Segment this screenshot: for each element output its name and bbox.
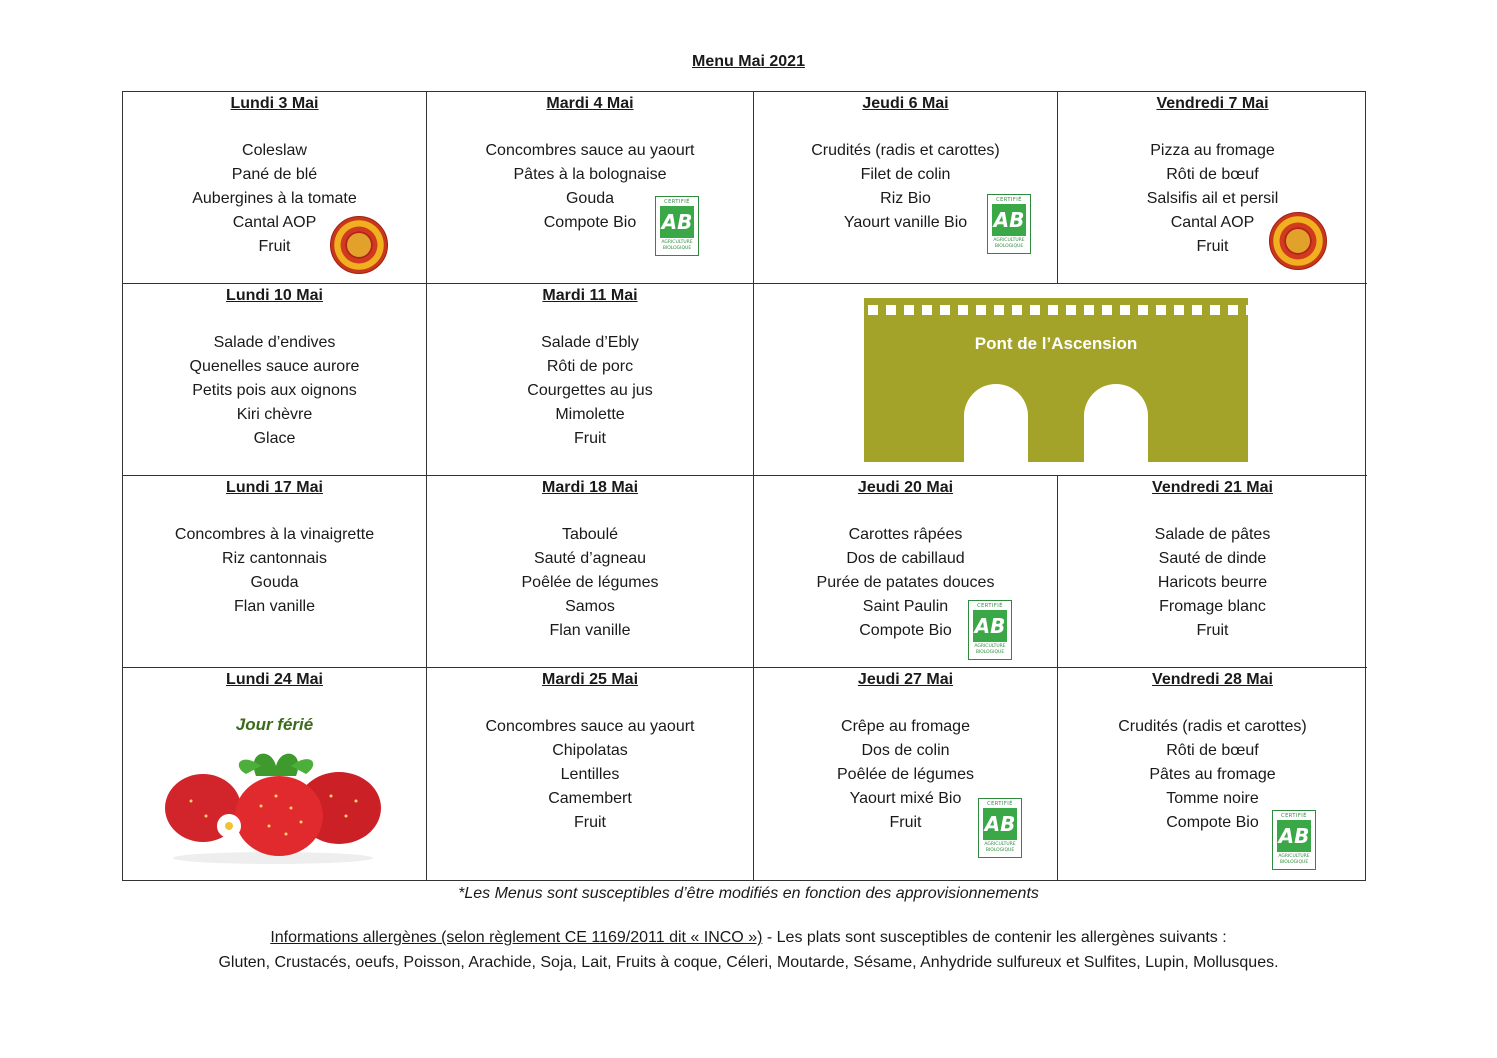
menu-item: Salade d’Ebly [541,334,639,351]
allergen-intro: - Les plats sont susceptibles de contenir les allergènes suivants : [762,929,1227,946]
bridge-cell [754,284,1367,476]
menu-item: Riz Bio [880,190,931,207]
aop-label-icon [1269,212,1327,270]
menu-cell [123,284,427,476]
menu-grid [122,91,1366,881]
menu-item: Crudités (radis et carottes) [811,142,1000,159]
menu-cell [754,92,1058,284]
menu-item: Fromage blanc [1159,598,1266,615]
day-heading: Lundi 17 Mai [226,479,323,496]
footnote: *Les Menus sont susceptibles d’être modifiés en fonction des approvisionnements [458,885,1039,902]
menu-item: Rôti de bœuf [1166,742,1259,759]
menu-cell [754,668,1058,881]
menu-item: Haricots beurre [1157,574,1268,591]
menu-item: Concombres sauce au yaourt [485,142,695,159]
page-title: Menu Mai 2021 [692,53,805,70]
menu-items [1058,715,1367,835]
menu-item: Carottes râpées [848,526,963,543]
day-heading: Mardi 25 Mai [541,671,639,688]
day-heading: Vendredi 21 Mai [1152,479,1273,496]
day-heading: Mardi 18 Mai [541,479,639,496]
menu-cell [1058,668,1367,881]
menu-item: Fruit [1196,238,1229,255]
menu-item: Camembert [548,790,632,807]
menu-cell [123,92,427,284]
menu-item: Compote Bio [859,622,952,639]
day-heading: Mardi 11 Mai [542,287,638,304]
day-heading: Jeudi 6 Mai [862,95,949,112]
menu-item: Glace [253,430,296,447]
menu-item: Quenelles sauce aurore [189,358,360,375]
menu-item: Filet de colin [860,166,951,183]
menu-cell [427,476,754,668]
menu-cell [754,476,1058,668]
menu-item: Salsifis ail et persil [1146,190,1279,207]
day-heading: Mardi 4 Mai [546,95,634,112]
menu-items [427,715,753,835]
allergen-list: Gluten, Crustacés, oeufs, Poisson, Arachide, Soja, Lait, Fruits à coque, Céleri, Moutarde, Sésame, Anhydride sulfureux et Sulfites, Lupin, Mollusques. [218,954,1279,971]
organic-ab-icon: CERTIFIÉ AB AGRICULTURE BIOLOGIQUE [655,196,699,256]
menu-cell [427,284,754,476]
menu-item: Rôti de bœuf [1166,166,1259,183]
menu-item: Kiri chèvre [236,406,313,423]
menu-items [123,331,426,451]
allergen-heading: Informations allergènes (selon règlement CE 1169/2011 dit « INCO ») [270,929,763,946]
menu-item: Gouda [250,574,299,591]
menu-item: Fruit [574,814,606,831]
menu-item: Pané de blé [231,166,318,183]
menu-cell [1058,476,1367,668]
menu-items [1058,523,1367,643]
day-heading: Lundi 10 Mai [226,287,323,304]
menu-item: Gouda [565,190,615,207]
menu-item: Pâtes à la bolognaise [513,166,667,183]
menu-item: Yaourt vanille Bio [843,214,968,231]
menu-item: Aubergines à la tomate [192,190,357,207]
organic-ab-icon: CERTIFIÉ AB AGRICULTURE BIOLOGIQUE [968,600,1012,660]
menu-item: Pâtes au fromage [1149,766,1276,783]
menu-item: Fruit [258,238,291,255]
menu-item: Sauté de dinde [1158,550,1267,567]
menu-item: Compote Bio [1166,814,1259,831]
menu-cell [427,668,754,881]
menu-item: Cantal AOP [232,214,317,231]
menu-item: Petits pois aux oignons [192,382,357,399]
day-heading: Lundi 24 Mai [226,671,323,688]
allergen-info [0,925,1497,975]
menu-cell [123,476,427,668]
strawberry-illustration [161,746,391,866]
menu-item: Coleslaw [242,142,307,159]
menu-item: Rôti de porc [546,358,634,375]
menu-cell [1058,92,1367,284]
menu-cell [427,92,754,284]
menu-item: Poêlée de légumes [521,574,659,591]
menu-item: Sauté d’agneau [533,550,647,567]
menu-items [427,523,753,643]
menu-item: Courgettes au jus [527,382,653,399]
menu-item: Chipolatas [552,742,628,759]
bridge-illustration [864,298,1248,462]
menu-item: Fruit [889,814,922,831]
menu-item: Flan vanille [549,622,631,639]
holiday-label: Jour férié [235,715,314,734]
day-heading: Vendredi 28 Mai [1152,671,1273,688]
aop-label-icon [330,216,388,274]
menu-items [123,523,426,619]
organic-ab-icon: CERTIFIÉ AB AGRICULTURE BIOLOGIQUE [978,798,1022,858]
menu-item: Poêlée de légumes [837,766,974,783]
menu-item: Yaourt mixé Bio [849,790,962,807]
bridge-label: Pont de l’Ascension [974,334,1138,353]
menu-item: Purée de patates douces [816,574,995,591]
day-heading: Jeudi 27 Mai [857,671,954,688]
menu-item: Tomme noire [1166,790,1259,807]
menu-item: Lentilles [560,766,620,783]
menu-item: Fruit [1196,622,1229,639]
menu-item: Flan vanille [234,598,315,615]
menu-item: Fruit [574,430,606,447]
menu-item: Samos [565,598,615,615]
menu-item: Saint Paulin [862,598,949,615]
menu-item: Taboulé [561,526,619,543]
menu-item: Concombres sauce au yaourt [485,718,695,735]
organic-ab-icon: CERTIFIÉ AB AGRICULTURE BIOLOGIQUE [1272,810,1316,870]
menu-item: Concombres à la vinaigrette [174,526,375,543]
day-heading: Vendredi 7 Mai [1156,95,1269,112]
menu-item: Pizza au fromage [1150,142,1275,159]
menu-item: Salade d’endives [213,334,336,351]
organic-ab-icon: CERTIFIÉ AB AGRICULTURE BIOLOGIQUE [987,194,1031,254]
menu-item: Dos de colin [861,742,950,759]
menu-item: Crêpe au fromage [841,718,970,735]
menu-item: Riz cantonnais [222,550,327,567]
menu-item: Mimolette [555,406,625,423]
day-heading: Jeudi 20 Mai [857,479,954,496]
menu-items [427,139,753,235]
menu-item: Salade de pâtes [1154,526,1271,543]
menu-item: Crudités (radis et carottes) [1118,718,1307,735]
menu-item: Compote Bio [543,214,637,231]
menu-items [427,331,753,451]
menu-item: Dos de cabillaud [846,550,965,567]
day-heading: Lundi 3 Mai [230,95,319,112]
menu-item: Cantal AOP [1170,214,1255,231]
menu-cell [123,668,427,881]
